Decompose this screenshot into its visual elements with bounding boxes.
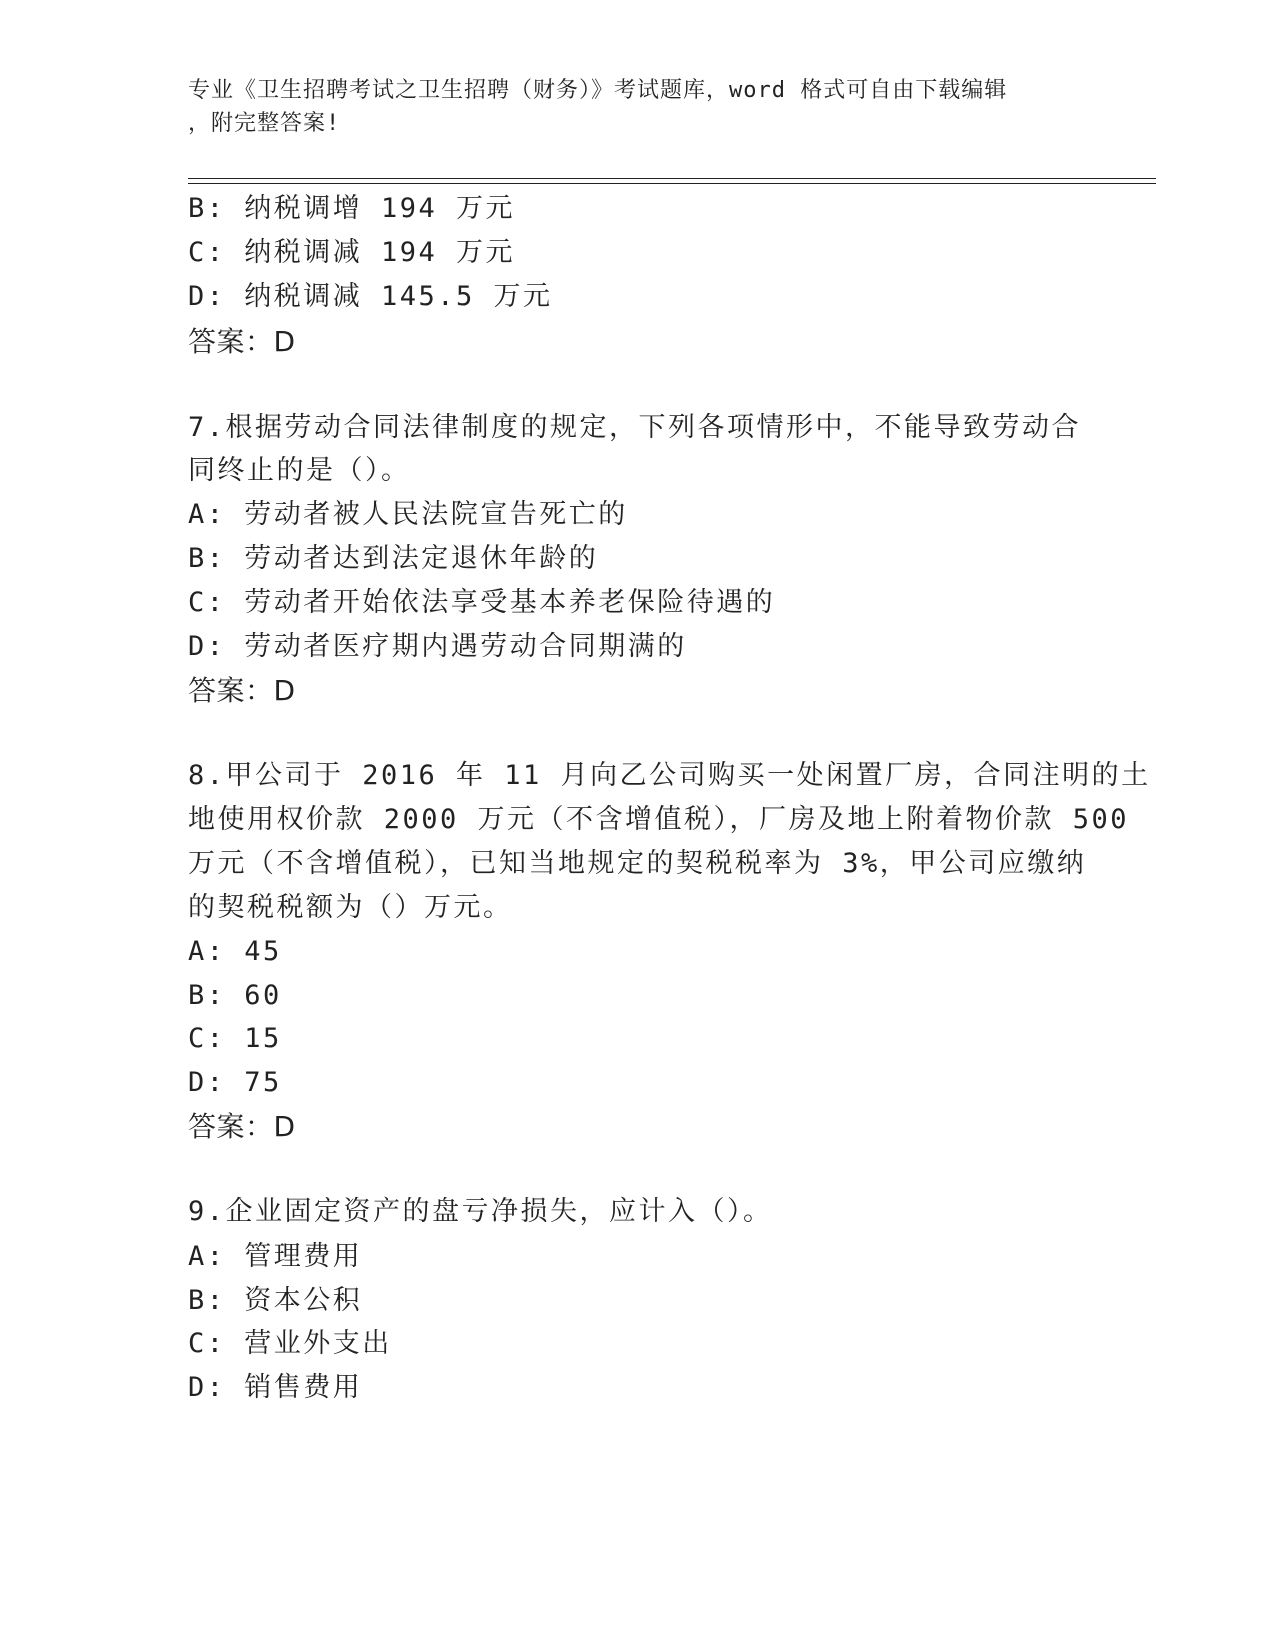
- page-header: [188, 74, 1068, 140]
- q8-answer: 答案：D: [188, 1110, 296, 1143]
- header-line-1: 专业《卫生招聘考试之卫生招聘（财务）》考试题库，word 格式可自由下载编辑: [188, 78, 1008, 103]
- header-divider-bottom: [188, 183, 1156, 184]
- q8-stem-line-2: 地使用权价款 2000 万元（不含增值税），厂房及地上附着物价款 500: [188, 804, 1130, 835]
- q7-stem-line-1: 7.根据劳动合同法律制度的规定，下列各项情形中，不能导致劳动合: [188, 412, 1082, 443]
- q6-answer: 答案：D: [188, 325, 296, 358]
- q7-option-b: B: 劳动者达到法定退休年龄的: [188, 543, 599, 574]
- q8-option-d: D: 75: [188, 1067, 282, 1098]
- q7-option-d: D: 劳动者医疗期内遇劳动合同期满的: [188, 631, 687, 662]
- header-divider-top: [188, 178, 1156, 179]
- q8-option-b: B: 60: [188, 980, 282, 1011]
- q6-option-b: B: 纳税调增 194 万元: [188, 193, 516, 224]
- q9-option-d: D: 销售费用: [188, 1372, 363, 1403]
- q8-stem-line-4: 的契税税额为（）万元。: [188, 892, 513, 923]
- header-line-2: ，附完整答案!: [188, 111, 341, 136]
- q7-option-a: A: 劳动者被人民法院宣告死亡的: [188, 499, 628, 530]
- q7-option-c: C: 劳动者开始依法享受基本养老保险待遇的: [188, 587, 776, 618]
- q8-stem-line-1: 8.甲公司于 2016 年 11 月向乙公司购买一处闲置厂房，合同注明的土: [188, 760, 1151, 791]
- q9-option-a: A: 管理费用: [188, 1241, 363, 1272]
- q6-option-d: D: 纳税调减 145.5 万元: [188, 281, 553, 312]
- q8-option-a: A: 45: [188, 936, 282, 967]
- q9-option-c: C: 营业外支出: [188, 1328, 392, 1359]
- q8-option-c: C: 15: [188, 1023, 282, 1054]
- q9-stem-line-1: 9.企业固定资产的盘亏净损失，应计入（）。: [188, 1196, 773, 1227]
- q8-stem-line-3: 万元（不含增值税），已知当地规定的契税税率为 3%，甲公司应缴纳: [188, 848, 1087, 879]
- q6-option-c: C: 纳税调减 194 万元: [188, 237, 516, 268]
- q7-stem-line-2: 同终止的是（）。: [188, 455, 411, 486]
- q7-answer: 答案：D: [188, 674, 296, 707]
- q9-option-b: B: 资本公积: [188, 1285, 363, 1316]
